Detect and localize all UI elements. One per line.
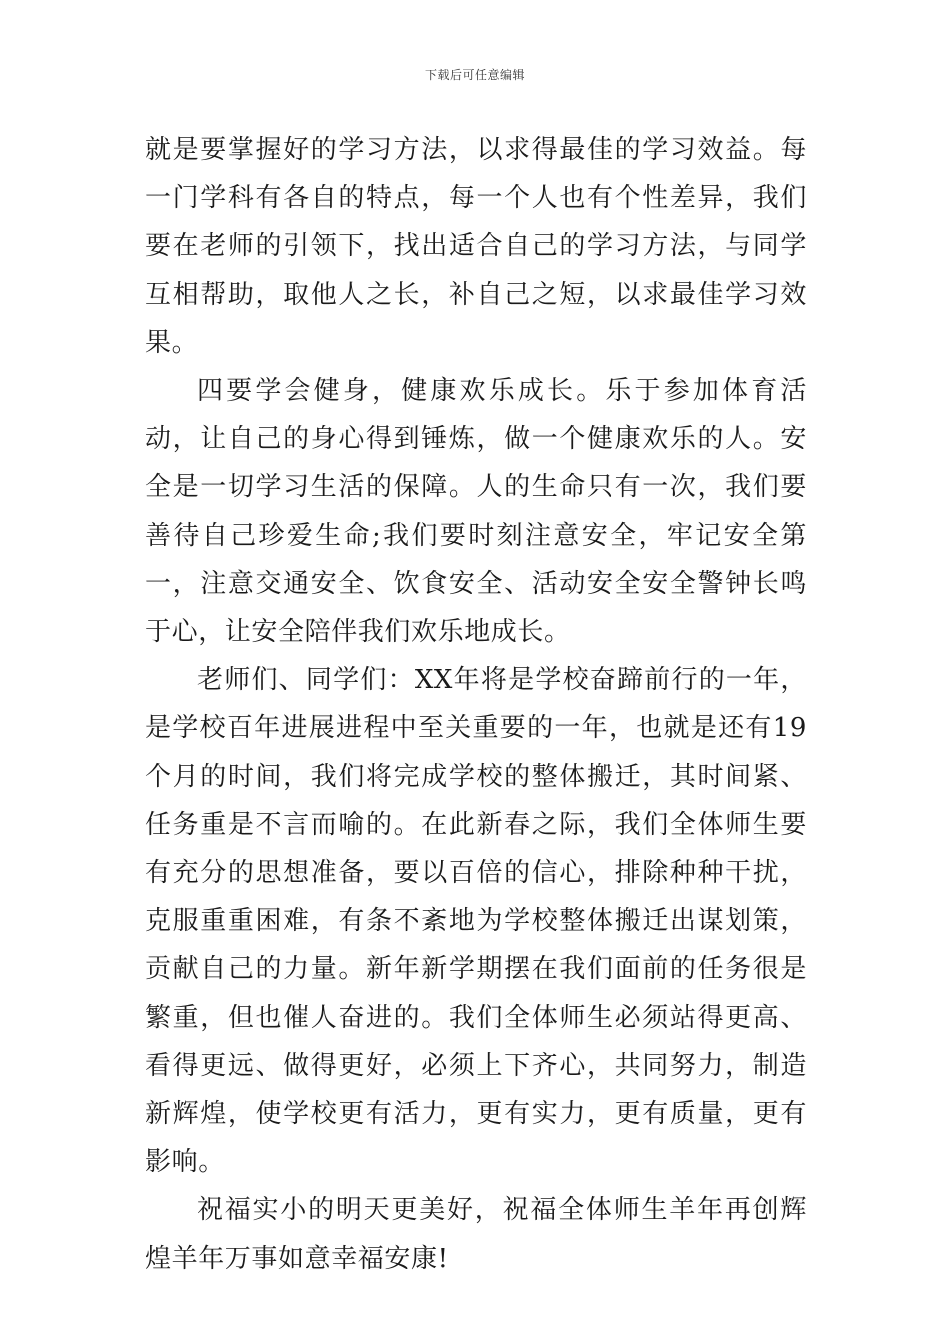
document-body <box>145 126 807 1283</box>
paragraph-1: 就是要掌握好的学习方法，以求得最佳的学习效益。每一门学科有各自的特点，每一个人也有个性差异，我们要在老师的引领下，找出适合自己的学习方法，与同学互相帮助，取他人之长，补自己之短，以求最佳学习效果。 <box>145 135 807 358</box>
header-note: 下载后可任意编辑 <box>424 68 525 82</box>
paragraph-2: 四要学会健身，健康欢乐成长。乐于参加体育活动，让自己的身心得到锤炼，做一个健康欢乐的人。安全是一切学习生活的保障。人的生命只有一次，我们要善待自己珍爱生命;我们要时刻注意安全，牢记安全第一，注意交通安全、饮食安全、活动安全安全警钟长鸣于心，让安全陪伴我们欢乐地成长。 <box>145 376 807 648</box>
paragraph-3: 老师们、同学们：XX年将是学校奋蹄前行的一年，是学校百年进展进程中至关重要的一年，也就是还有19个月的时间，我们将完成学校的整体搬迁，其时间紧、任务重是不言而喻的。在此新春之际，我们全体师生要有充分的思想准备，要以百倍的信心，排除种种干扰，克服重重困难，有条不紊地为学校整体搬迁出谋划策，贡献自己的力量。新年新学期摆在我们面前的任务很是繁重，但也催人奋进的。我们全体师生必须站得更高、看得更远、做得更好，必须上下齐心，共同努力，制造新辉煌，使学校更有活力，更有实力，更有质量，更有影响。 <box>145 665 807 1178</box>
paragraph-4: 祝福实小的明天更美好，祝福全体师生羊年再创辉煌羊年万事如意幸福安康! <box>145 1195 807 1274</box>
